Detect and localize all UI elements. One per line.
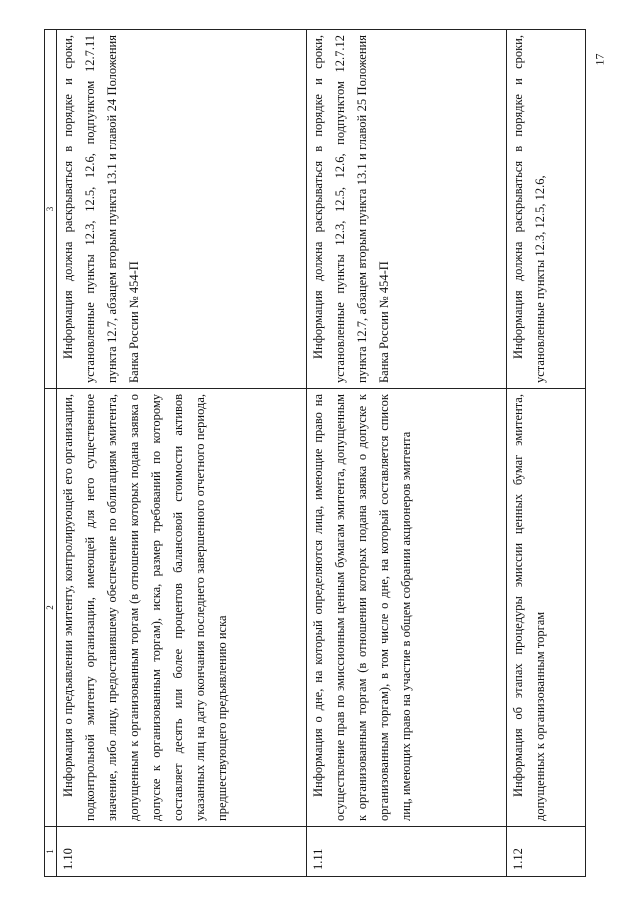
row-number: 1.12 bbox=[507, 827, 586, 877]
info-text: Информация об этапах процедуры эмиссии ценных бумаг эмитента, допущенных к организованным торгам bbox=[511, 394, 547, 821]
page-number: 17 bbox=[592, 53, 607, 66]
info-cell bbox=[307, 389, 507, 827]
row-number: 1.11 bbox=[307, 827, 507, 877]
info-text: Информация о предъявлении эмитенту, контролирующей его организации, подконтрольной эмитенту организации, имеющей для него существенное значение, либо лицу, предоставившему обеспечение по облигациям эмитента, допущенным к организованным торгам (в отношении которых подана заявка о допуске к организованным торгам), иска, размер требований по которому составляет десять или более процентов балансовой стоимости активов указанных лиц на дату окончания последнего завершенного отчетного периода, предшествующего предъявлению иска bbox=[61, 394, 229, 821]
rule-cell bbox=[307, 30, 507, 389]
column-header-2: 2 bbox=[45, 389, 57, 827]
rule-text: Информация должна раскрываться в порядке и сроки, установленные пункты 12.3, 12.5, 12.6, bbox=[511, 35, 547, 383]
rule-text: Информация должна раскрываться в порядке и сроки, установленные пункты 12.3, 12.5, 12.6, подпунктом 12.7.12 пункта 12.7, абзацем вторым пункта 13.1 и главой 25 Положения Банка России № 454-П bbox=[311, 35, 391, 383]
document-table-area bbox=[44, 30, 584, 877]
disclosure-table bbox=[44, 29, 586, 877]
rule-cell bbox=[507, 30, 586, 389]
info-cell bbox=[507, 389, 586, 827]
table-row bbox=[507, 30, 586, 877]
row-number: 1.10 bbox=[57, 827, 307, 877]
column-header-1: 1 bbox=[45, 827, 57, 877]
table-row bbox=[57, 30, 307, 877]
info-cell bbox=[57, 389, 307, 827]
rotated-table-container bbox=[44, 30, 584, 877]
info-text: Информация о дне, на который определяются лица, имеющие право на осуществление прав по эмиссионным ценным бумагам эмитента, допущенным к организованным торгам (в отношении которых подана заявка о допуске к организованным торгам), в том числе о дне, на который составляется список лиц, имеющих право на участие в общем собрании акционеров эмитента bbox=[311, 394, 413, 821]
rule-text: Информация должна раскрываться в порядке и сроки, установленные пункты 12.3, 12.5, 12.6, подпунктом 12.7.11 пункта 12.7, абзацем вторым пункта 13.1 и главой 24 Положения Банка России № 454-П bbox=[61, 35, 141, 383]
table-row bbox=[307, 30, 507, 877]
table-header-row bbox=[45, 30, 57, 877]
column-header-3: 3 bbox=[45, 30, 57, 389]
rule-cell bbox=[57, 30, 307, 389]
